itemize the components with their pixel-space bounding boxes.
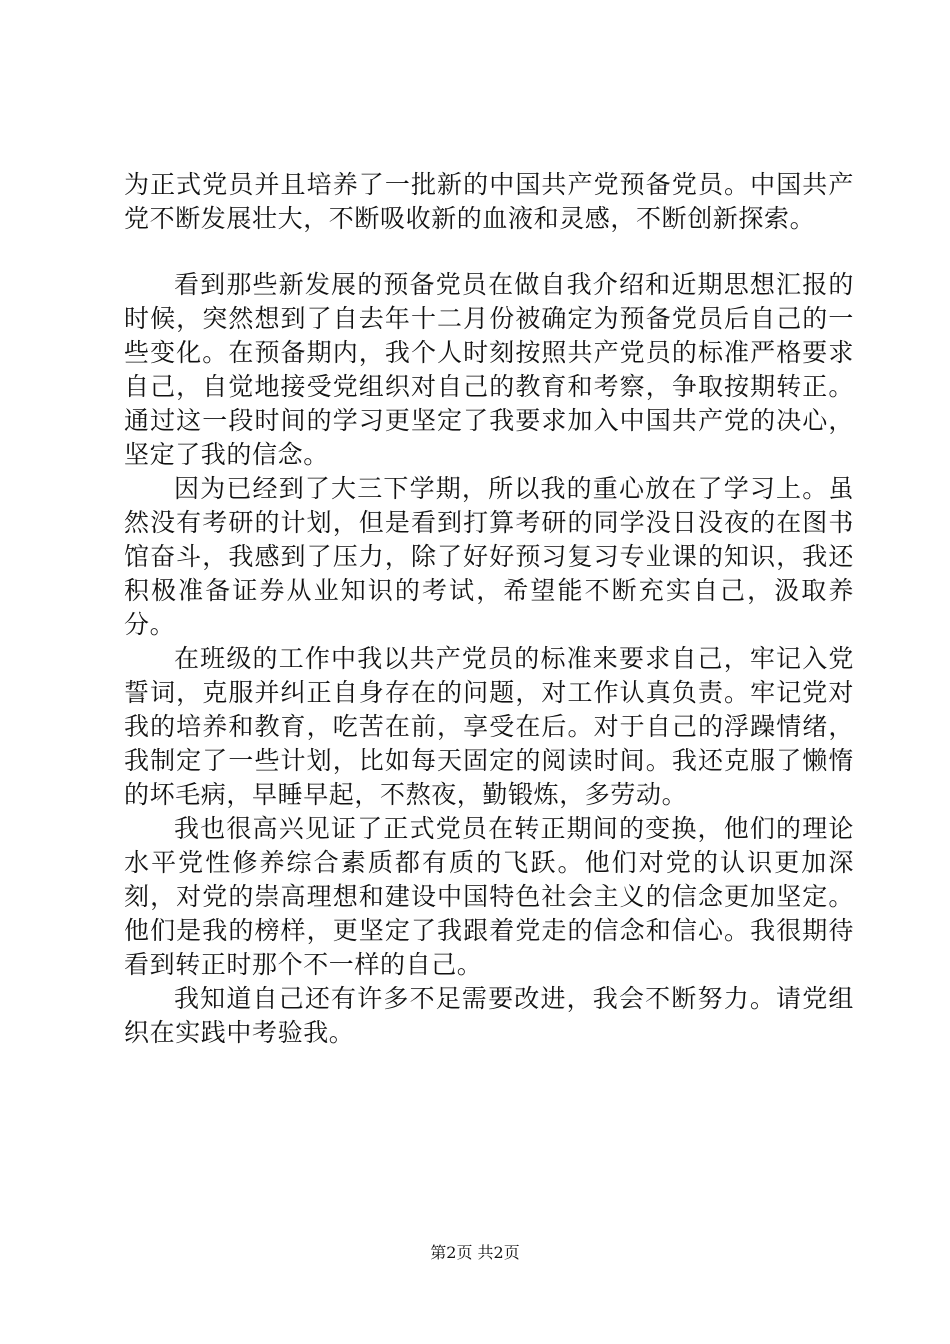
paragraph-continuation: 为正式党员并且培养了一批新的中国共产党预备党员。中国共产党不断发展壮大，不断吸收新的血液和灵感，不断创新探索。 [124,170,854,233]
paragraph: 在班级的工作中我以共产党员的标准来要求自己，牢记入党誓词，克服并纠正自身存在的问题，对工作认真负责。牢记党对我的培养和教育，吃苦在前，享受在后。对于自己的浮躁情绪，我制定了一些计划，比如每天固定的阅读时间。我还克服了懒惰的坏毛病，早睡早起，不熬夜，勤锻炼，多劳动。 [124,644,854,809]
page-number-footer: 第2页 共2页 [430,1243,520,1262]
paragraph: 我知道自己还有许多不足需要改进，我会不断努力。请党组织在实践中考验我。 [124,984,854,1047]
paragraph: 因为已经到了大三下学期，所以我的重心放在了学习上。虽然没有考研的计划，但是看到打算考研的同学没日没夜的在图书馆奋斗，我感到了压力，除了好好预习复习专业课的知识，我还积极准备证券从业知识的考试，希望能不断充实自己，汲取养分。 [124,474,854,639]
paragraph: 看到那些新发展的预备党员在做自我介绍和近期思想汇报的时候，突然想到了自去年十二月份被确定为预备党员后自己的一些变化。在预备期内，我个人时刻按照共产党员的标准严格要求自己，自觉地接受党组织对自己的教育和考察，争取按期转正。通过这一段时间的学习更坚定了我要求加入中国共产党的决心，坚定了我的信念。 [124,270,854,469]
paragraph: 我也很高兴见证了正式党员在转正期间的变换，他们的理论水平党性修养综合素质都有质的飞跃。他们对党的认识更加深刻，对党的崇高理想和建设中国特色社会主义的信念更加坚定。他们是我的榜样，更坚定了我跟着党走的信念和信心。我很期待看到转正时那个不一样的自己。 [124,814,854,979]
document-body [124,168,854,1050]
